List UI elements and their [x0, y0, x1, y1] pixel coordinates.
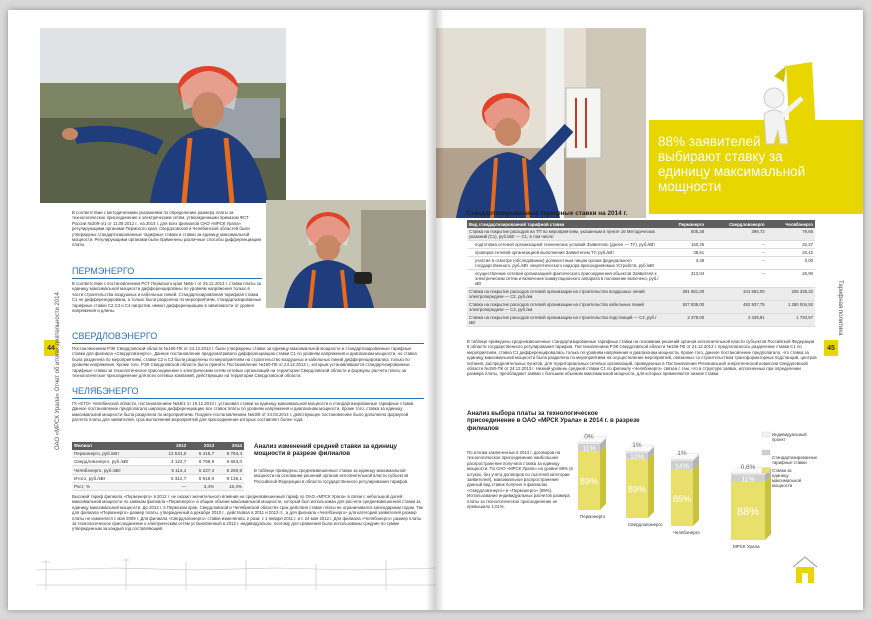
bar-ind-2	[671, 459, 693, 461]
table-cell: 3,48	[661, 257, 706, 270]
bar-ind-0	[578, 443, 600, 445]
table-cell: 4 122,7	[157, 457, 189, 465]
table-cell: 20,42	[767, 249, 815, 257]
table-cell: 32,37	[767, 241, 815, 249]
category-label: Челябэнерго	[673, 530, 700, 535]
table-cell: 12 531,0	[157, 450, 189, 458]
table-cell: 341 562,00	[706, 288, 767, 301]
category-label: МРСК Урала	[733, 544, 760, 549]
table-cell: 5 114,1	[157, 466, 189, 474]
table-cell: Ставка на покрытие расходов сетевой организации на строительство кабельных линий электропередачи — С3, руб./км	[467, 301, 661, 314]
table-cell: участие в осмотре (обследовании) должностным лицом органа федерального государственного, руб./кВт энергетического надзора присоединяемых Устройств, руб./кВт	[467, 257, 661, 270]
table-header: Вид стандартизированной тарифной ставки	[467, 220, 661, 228]
tariff-table-note: В таблице приведены средневзвешенные стандартизированные тарифные ставки на основании решений органов исполнительной власти субъектов Российской Федерации в области государственного регулирования тарифов. Постановлением РЭК Свердловской области №156-ПК от 24.12.2013 г. предполагалось разделение ставки С1 по мероприятиям, ставка С1 дифференцировалась только по уровням напряжения и диапазонам мощности. Кроме того, данное постановление предполагало, что ставка за единицу максимальной мощности была разделена по мероприятиям на осуществление мероприятий, связанных со строительством трансформаторных подстанций, центров питания, распределительных пунктов, для территориальных сетевых организаций, приведенных в Постановлении Региональной энергетической комиссии Свердловской области №150-ПК от 24.12.2013 г. Низкий уровень средней ставки С1 по филиалу «Челябэнерго» связан с тем, что в структуре заявок, исполненных при определении размера платы, преобладают заявки с большим объемом максимальной мощности, для которых применяются низкие ставки.	[467, 339, 817, 377]
table-cell: Ставка на покрытие расходов на ТП по мероприятиям, указанным в пункте 16 Методических указаний (С1), руб./кВт — С1, в том числе:	[467, 228, 661, 241]
photo-worker-binoculars	[266, 200, 426, 308]
photo-worker-pointing	[40, 28, 286, 203]
table-cell: Ставка на покрытие расходов сетевой организации на строительство подстанций — С4, руб./кВт	[467, 314, 661, 327]
page-number-tab: 44	[44, 340, 58, 356]
analysis-title-right: Анализ выбора платы за технологическое присоединение в ОАО «МРСК Урала» в 2014 г. в разрезе филиалов	[467, 410, 640, 432]
table-cell: —	[157, 483, 189, 491]
table-cell: 527 835,00	[661, 301, 706, 314]
table-cell: 5 312,7	[157, 474, 189, 482]
house-icon	[791, 555, 819, 585]
table-cell: 291 861,00	[661, 288, 706, 301]
table-cell: 6 769,9	[188, 457, 216, 465]
table-header: 2012	[157, 442, 189, 450]
bar-value-label: 85%	[672, 493, 692, 504]
table-row	[467, 314, 815, 327]
table-row	[72, 450, 244, 458]
table-row	[467, 257, 815, 270]
table-header: 2013	[188, 442, 216, 450]
table-cell: 15,4%	[216, 483, 244, 491]
category-label: Пермэнерго	[580, 514, 606, 519]
table-cell: 79,66	[767, 228, 815, 241]
table-cell: осуществление сетевой организацией фактического присоединения объектов Заявителя к электрическим сетям и включение коммутационного аппарата в положение включено, руб./кВт	[467, 270, 661, 288]
legend-swatch	[762, 468, 770, 473]
table-row	[467, 228, 815, 241]
table-cell: 399,72	[706, 228, 767, 241]
table-row	[467, 249, 815, 257]
bar-value-label: 1%	[632, 442, 642, 450]
page-number-tab: 45	[824, 340, 838, 356]
analysis-text-right: По итогам заключенных в 2014 г. договоров на технологическое присоединение наибольшее распространение получила ставка за единицу мощности. По ОАО «МРСК Урала» на уровне 88% (в штуках, без учета договоров по льготной категории заявителей), максимальное распространение данный вид ставок получил в филиалах «Свердловэнерго» и «Пермэнерго» (89%). Использование индивидуальных расчетов размера платы за технологическое присоединение не превышало 1,01%.	[467, 450, 573, 510]
bar-value-label: 89%	[579, 476, 599, 487]
table-cell: 150,25	[661, 241, 706, 249]
bar-main-side-0	[600, 445, 606, 510]
table-header: Пермэнерго	[661, 220, 706, 228]
table-header: Филиал	[72, 442, 157, 450]
table-row	[72, 474, 244, 482]
bar-value-label: 0%	[584, 433, 594, 441]
table-cell: проверка сетевой организацией выполнения Заявителем ТУ, руб./кВт	[467, 249, 661, 257]
table-row	[467, 301, 815, 314]
legend-swatch	[762, 450, 770, 455]
table-cell: 313,04	[661, 270, 706, 288]
table-cell: 1 720,57	[767, 314, 815, 327]
table-cell: 38,51	[661, 249, 706, 257]
quote-text: 88% заявителей выбирают ставку за единицу максимальной мощности	[658, 134, 806, 194]
table-row	[72, 483, 244, 491]
left-page	[8, 10, 436, 610]
tariff-table	[467, 220, 815, 327]
intro-text: В соответствии с методическими указаниями по определению размера платы за технологическое присоединение к электрическим сетям, утвержденными приказом ФСТ России №209-э/1 от 11.09.2012 г., на 2014 г. для всех филиалов ОАО «МРСК Урала» регулирующими органами Пермского края, Свердловской и Челябинской областей были утверждены стандартизированные тарифные ставки и ставки за единицу максимальной мощности. Регулирующими органами были применены различные способы дифференциации платы.	[72, 210, 261, 248]
application-choice-chart	[566, 428, 818, 563]
table-row	[467, 241, 815, 249]
table-cell: Свердловэнерго, руб./кВт	[72, 457, 157, 465]
table-cell: 482 937,75	[706, 301, 767, 314]
bar-main-side-2	[693, 464, 699, 526]
table-cell: 0,00	[767, 257, 815, 270]
table-header-row	[467, 220, 815, 228]
table-cell: 5 619,0	[188, 474, 216, 482]
table-cell: 6 663,0	[216, 457, 244, 465]
section-rule	[72, 343, 424, 344]
table-cell: Ставка на покрытие расходов сетевой организации на строительство воздушных линий электропередачи — С2, руб./км	[467, 288, 661, 301]
table-header: Челябэнерго	[767, 220, 815, 228]
bar-value-label: 10%	[629, 453, 645, 461]
table-cell: –	[706, 257, 767, 270]
tariff-table-title: Стандартизированные тарифные ставки на 2014 г.	[466, 210, 628, 217]
bar-value-label: 11%	[741, 476, 755, 484]
section-text-chelyabenergo: ГК «ЕТО» Челябинской области, постановлением №58/1 от 19.12.2013 г. установил ставки за единицу максимальной мощности и стандартизированные тарифные ставки. Данное постановление предполагало широкую дифференциацию все ставок платы по уровням напряжения и диапазонам мощности. Кроме того, ставка за единицу максимальной мощности была разделена по мероприятиям. Позднее постановлением №63/8 от 24.03.2014 г. действующее постановление было дополнено формулой расчета платы для заявителей, срок выполнения мероприятий для присоединения которых составляет более года.	[72, 401, 415, 423]
table-cell: Рост, %	[72, 483, 157, 491]
bar-value-label: 1%	[677, 450, 687, 458]
table-cell: –	[706, 270, 767, 288]
bar-value-label: 89%	[627, 484, 647, 495]
bar-main-side-1	[648, 453, 654, 518]
table-header-row	[72, 442, 244, 450]
table-cell: 5 290,8	[216, 466, 244, 474]
spine-text-left: ОАО «МРСК Урала» Отчет об итогах деятельности 2014	[55, 292, 61, 450]
book-gutter	[426, 10, 444, 610]
legend-swatch	[762, 432, 770, 437]
section-title-chelyabenergo: ЧЕЛЯБЭНЕРГО	[72, 386, 139, 396]
analysis-title-left: Анализ изменений средней ставки за единицу мощности в разрезе филиалов	[254, 443, 397, 458]
table-cell: 206 338,32	[767, 288, 815, 301]
section-rule	[72, 398, 424, 399]
legend-label: Индивидуальный проект	[772, 432, 807, 442]
table-cell: 5 415,7	[188, 450, 216, 458]
section-title-permenergo: ПЕРМЭНЕРГО	[72, 266, 135, 276]
rate-table	[72, 442, 244, 491]
photo-worker-meter	[436, 28, 646, 218]
spine-text-right: Тарифная политика	[837, 280, 843, 336]
table-header: Свердловэнерго	[706, 220, 767, 228]
category-label: Свердловэнерго	[628, 522, 663, 527]
analysis-text-left: В таблице приведены средневзвешенные ставки за единицу максимальной мощности на основании решений органов исполнительной власти субъектов Российской Федерации в области государственного регулирования тарифов.	[254, 468, 409, 484]
table-row	[467, 270, 815, 288]
bar-ind-3	[731, 473, 765, 475]
legend-label: Стандартизированные тарифные ставки	[772, 455, 818, 465]
table-cell: 2 339,91	[706, 314, 767, 327]
legend-label: Ставки за единицу максимальной мощности	[772, 468, 802, 488]
right-page	[436, 10, 863, 610]
table-cell: 8 764,4	[216, 450, 244, 458]
table-row	[72, 466, 244, 474]
table-cell: 505,28	[661, 228, 706, 241]
section-rule	[72, 278, 262, 279]
bar-value-label: 88%	[736, 505, 760, 518]
table-cell: 5 227,4	[188, 466, 216, 474]
table-cell: Пермэнерго, руб./кВт	[72, 450, 157, 458]
table-cell: 3,4%	[188, 483, 216, 491]
bar-value-label: 0,6%	[740, 464, 756, 472]
table-row	[72, 457, 244, 465]
bar-ind-1	[626, 451, 648, 453]
table-cell: 1 280 004,92	[767, 301, 815, 314]
table-cell: 6 136,1	[216, 474, 244, 482]
table-row	[467, 288, 815, 301]
section-title-sverdlovenergo: СВЕРДЛОВЭНЕРГО	[72, 331, 158, 341]
footer-text-left: Высокий тариф филиала «Пермэнерго» в 2012 г. не оказал значительного влияния на средневзвешенный тариф по ОАО «МРСК Урала» в связи с небольшой долей максимальной мощности по заявкам филиала «Пермэнерго» в общем объеме максимальной мощности, который был использован для расчета средневзвешенной ставки за единицу максимальной мощности. До 2013 г. в Пермском крае, Свердловской и Челябинской областях срок действия ставок платы не ограничивался календарным годом. Так для филиала «Пермэнерго» размер платы, утвержденный в декабре 2010 г., действовал в 2011 и 2012 гг., а для филиала «Челябэнерго» для категорий заявителей размер платы не изменялся с мая 2009 г. Для филиала «Свердловэнерго» ставки изменялись 2 раза: с 1 января 2011 г. и с 24 мая 2012 г. Для филиала «Челябэнерго» размер платы за технологическое присоединение к электрическим сетям установленный в 2012 г. индивидуально, поэтому для сравнения были использованы средние по сумме утвержденным за каждый год составляющий.	[72, 494, 423, 532]
table-cell: Челябэнерго, руб./кВт	[72, 466, 157, 474]
power-lines-illustration	[36, 540, 436, 590]
table-cell: подготовка сетевой организацией технических условий Заявителю (далее — ТУ), руб./кВт	[467, 241, 661, 249]
bar-value-label: 14%	[674, 463, 690, 471]
table-cell: –	[706, 249, 767, 257]
table-cell: –	[706, 241, 767, 249]
table-cell: Итого, руб./кВт	[72, 474, 157, 482]
section-text-permenergo: В соответствии с постановлением РСТ Пермского края №65-т от 25.12.2013 г. ставки платы за единицу максимальной мощности дифференцированы по уровням напряжения только в части строительства воздушных и кабельных линий. Стандартизированная тарифная ставка С1 не дифференцирована, а только была разделена по мероприятиям, стандартизированные тарифные ставки С2,С3 и С4 напротив, имеют дифференциацию в зависимости от уровня напряжения и длины.	[72, 281, 262, 314]
table-header: 2014	[216, 442, 244, 450]
bar-main-side-3	[765, 476, 771, 540]
table-cell: 2 379,00	[661, 314, 706, 327]
table-cell: 26,90	[767, 270, 815, 288]
bar-value-label: 11%	[582, 445, 596, 453]
section-text-sverdlovenergo: Постановлением РЭК Свердловской области №156-ПК от 24.12.2013 г. были утверждены ставки за единицу максимальной мощности и стандартизированные тарифные ставки для филиала «Свердловэнерго». Данное постановление предусматривало дифференциацию ставки С1 по уровням напряжения и диапазонам мощности, но ставка была разделена по мероприятиям, ставки С2 и С3 были разделены по мероприятиям на строительство воздушных и кабельных линий дифференцировались только по уровням напряжения. Кроме того, РЭК Свердловской области было принято Постановление №150-ПК от 24.12.2013 г., которым устанавливаются стандартизированные тарифные ставки за технологическое присоединение к электрическим сетям сетевых организаций на территории Свердловской области и формулы расчета платы за технологическое присоединение для всех сетевых компаний, действующих на территории Свердловской области.	[72, 346, 417, 379]
